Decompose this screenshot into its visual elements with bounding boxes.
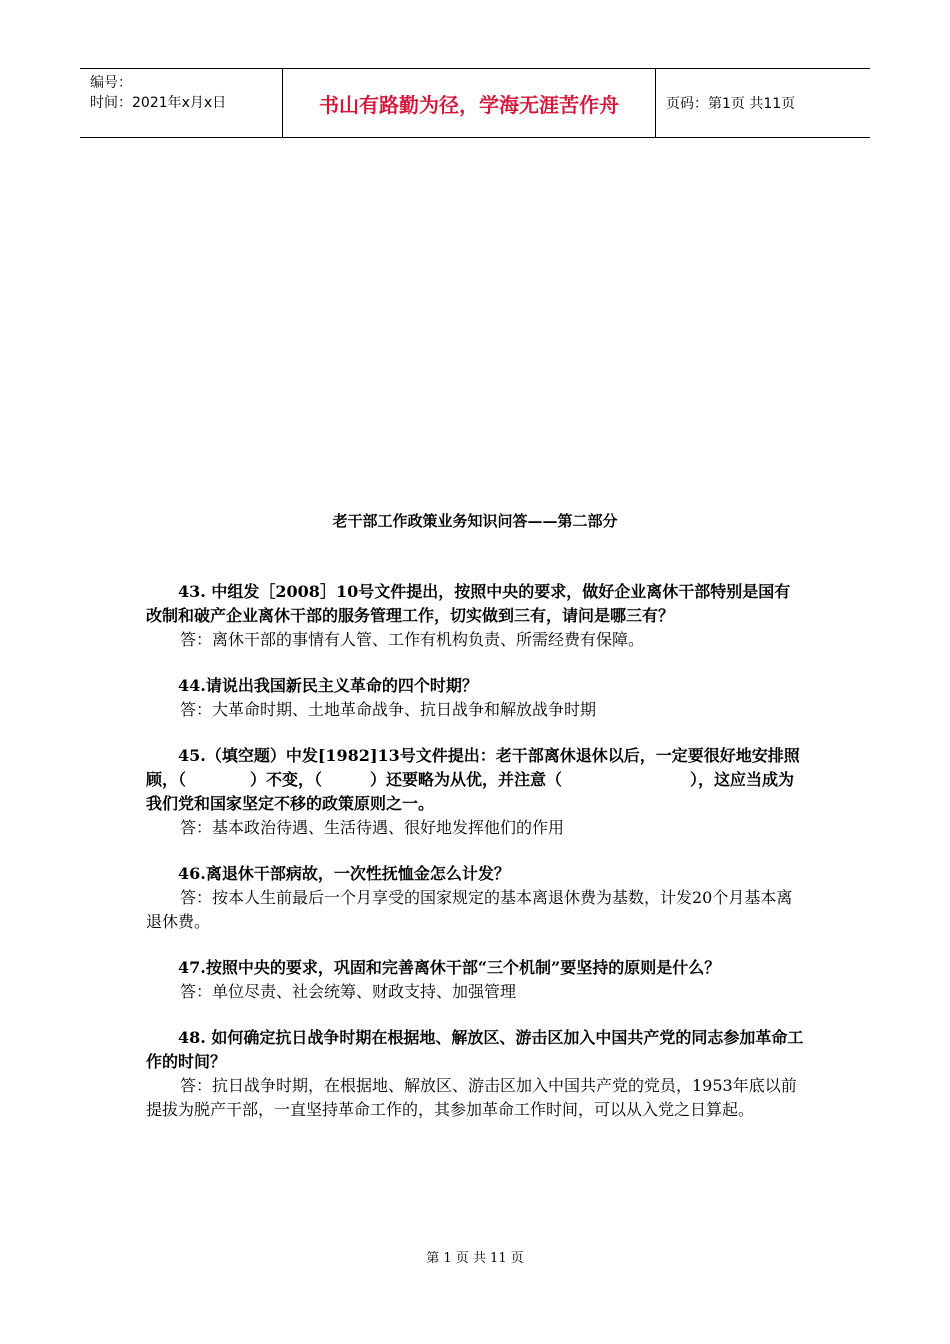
question: 46.离退休干部病故，一次性抚恤金怎么计发？: [178, 864, 510, 883]
question: 44.请说出我国新民主义革命的四个时期？: [178, 676, 478, 695]
qa-item: [146, 956, 806, 1004]
question: 43. 中组发［2008］10号文件提出，按照中央的要求，做好企业离休干部特别是国有改制和破产企业离休干部的服务管理工作，切实做到三有，请问是哪三有？: [146, 582, 791, 625]
page-header: [80, 68, 870, 138]
qa-list: [146, 580, 806, 1144]
answer: 答：抗日战争时期，在根据地、解放区、游击区加入中国共产党的党员，1953年底以前提拔为脱产干部，一直坚持革命工作的，其参加革命工作时间，可以从入党之日算起。: [146, 1076, 797, 1119]
header-page-info: 页码：第1页 共11页: [666, 96, 796, 112]
answer: 答：大革命时期、土地革命战争、抗日战争和解放战争时期: [180, 700, 597, 719]
answer: 答：离休干部的事情有人管、工作有机构负责、所需经费有保障。: [180, 630, 645, 649]
qa-item: [146, 862, 806, 934]
question: 47.按照中央的要求，巩固和完善离休干部“三个机制”要坚持的原则是什么？: [178, 958, 721, 977]
answer: 答：单位尽责、社会统筹、财政支持、加强管理: [180, 982, 517, 1001]
qa-item: [146, 744, 806, 840]
question: 48. 如何确定抗日战争时期在根据地、解放区、游击区加入中国共产党的同志参加革命工作的时间？: [146, 1028, 804, 1071]
number-label: 编号：: [90, 75, 132, 91]
page-footer: 第 1 页 共 11 页: [426, 1251, 524, 1266]
qa-item: [146, 674, 806, 722]
document-title: 老干部工作政策业务知识问答——第二部分: [332, 512, 618, 530]
qa-item: [146, 580, 806, 652]
answer: 答：按本人生前最后一个月享受的国家规定的基本离退休费为基数，计发20个月基本离退休费。: [146, 888, 793, 931]
question: 45.（填空题）中发[1982]13号文件提出：老干部离休退休以后，一定要很好地安排照顾，（ ）不变，（ ）还要略为从优，并注意（ ），这应当成为我们党和国家坚定不移的政策原则之一。: [146, 746, 800, 813]
answer: 答：基本政治待遇、生活待遇、很好地发挥他们的作用: [180, 818, 565, 837]
header-meta: [80, 69, 282, 137]
qa-item: [146, 1026, 806, 1122]
header-motto: 书山有路勤为径，学海无涯苦作舟: [282, 69, 656, 137]
time-label: 时间：2021年x月x日: [90, 95, 227, 111]
